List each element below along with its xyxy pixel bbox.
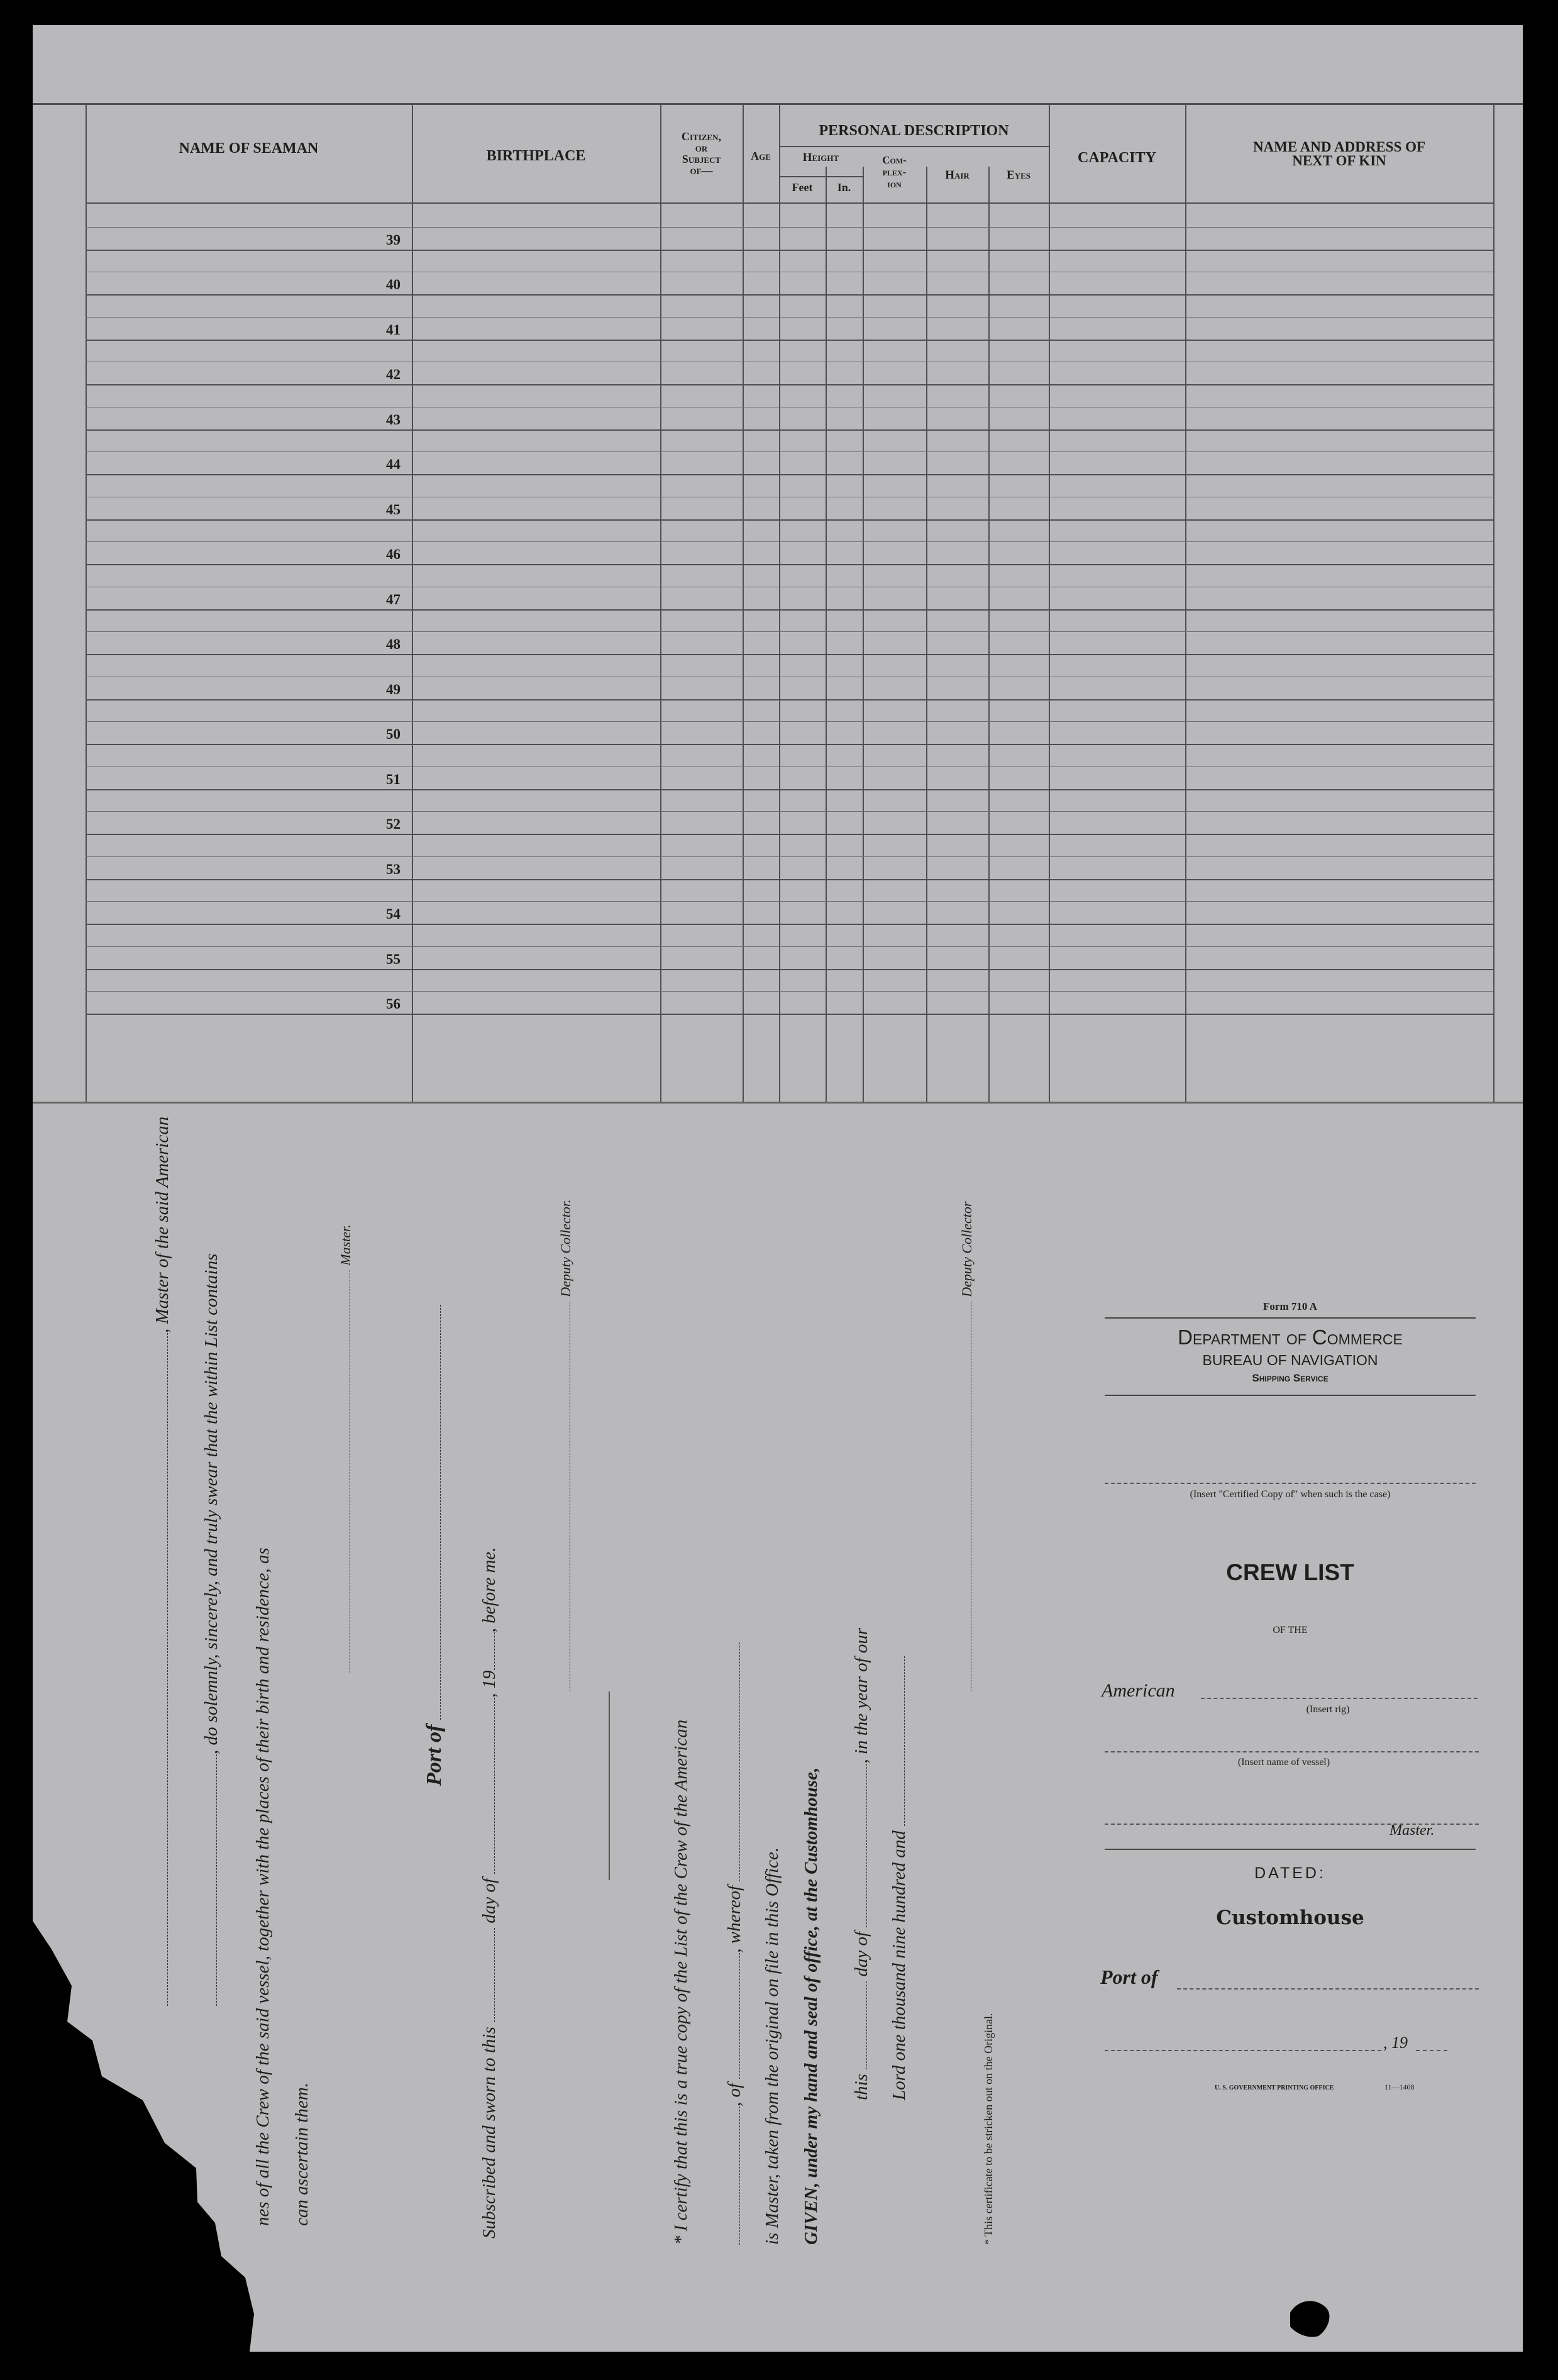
oath-line-3: nes of all the Crew of the said vessel, together with the places of their birth and residence, as (253, 1547, 273, 2226)
header-personal-description: PERSONAL DESCRIPTION (819, 123, 1009, 139)
oath-line-4: can ascertain them. (292, 2083, 312, 2226)
oath-line-1: , Master of the said American (152, 1117, 173, 2006)
cover-port-label: Port of (1100, 1966, 1158, 1988)
crew-list-title: CREW LIST (1226, 1559, 1354, 1585)
certificate-line-2: , of , whereof (724, 1642, 745, 2245)
row-number: 48 (386, 636, 401, 652)
american-label: American (1102, 1680, 1175, 1701)
header-feet: Feet (792, 181, 813, 194)
header-capacity: CAPACITY (1078, 150, 1156, 166)
certificate-line-6: Lord one thousand nine hundred and (889, 1656, 910, 2100)
row-number: 46 (386, 546, 401, 562)
row-number: 43 (386, 412, 401, 428)
row-number: 56 (386, 996, 401, 1012)
row-number: 49 (386, 682, 401, 697)
header-next-of-kin: NAME AND ADDRESS OF NEXT OF KIN (1252, 139, 1426, 169)
oath-subscribed: Subscribed and sworn to this day of , 19, before me. (479, 1547, 499, 2239)
department-title: Department of Commerce (1178, 1326, 1403, 1349)
customhouse-label: Customhouse (1216, 1907, 1364, 1929)
row-number: 52 (386, 816, 401, 832)
row-number: 47 (386, 592, 401, 607)
header-citizen: Citizen, or Subject of— (681, 130, 722, 177)
row-number: 45 (386, 502, 401, 518)
row-number: 51 (386, 772, 401, 787)
oath-line-2: , do solemnly, sincerely, and truly swear that the within List contains (201, 1254, 222, 2006)
row-number: 54 (386, 906, 401, 922)
torn-edge (33, 25, 1523, 2352)
header-hair: Hair (945, 169, 970, 182)
dated-label: DATED: (1254, 1864, 1326, 1882)
oath-port: Port of (423, 1305, 446, 1786)
row-number: 55 (386, 951, 401, 967)
row-number: 39 (386, 232, 401, 248)
row-number: 44 (386, 457, 401, 472)
certificate-line-5: this day of , in the year of our (851, 1627, 871, 2100)
printer-code: 11—1408 (1384, 2083, 1415, 2091)
bureau-title: BUREAU OF NAVIGATION (1202, 1352, 1378, 1368)
oath-master-line: Master. (334, 1224, 355, 1673)
certificate-footnote: * This certificate to be stricken out on the Original. (982, 2013, 995, 2245)
header-name-of-seaman: NAME OF SEAMAN (179, 140, 319, 157)
certificate-line-1: * I certify that this is a true copy of the List of the Crew of the American (671, 1719, 691, 2245)
header-complexion: Com- plex- ion (882, 154, 907, 190)
row-number: 42 (386, 367, 401, 382)
header-eyes: Eyes (1007, 169, 1030, 182)
printer-line: U. S. GOVERNMENT PRINTING OFFICE (1215, 2084, 1334, 2091)
certificate-deputy: Deputy Collector (956, 1202, 976, 1691)
year-label: , 19 (1383, 2034, 1408, 2052)
row-number: 41 (386, 322, 401, 338)
header-height: Height (802, 151, 839, 164)
document-page (33, 25, 1523, 2352)
form-number: Form 710 A (1263, 1300, 1317, 1312)
certificate-line-4: GIVEN, under my hand and seal of office, at the Customhouse, (801, 1767, 821, 2245)
row-number: 50 (386, 726, 401, 742)
header-birthplace: BIRTHPLACE (486, 148, 586, 164)
header-inches: In. (837, 181, 851, 194)
insert-rig-note: (Insert rig) (1306, 1704, 1350, 1715)
of-the: OF THE (1273, 1625, 1308, 1636)
shipping-service: Shipping Service (1252, 1372, 1329, 1384)
oath-deputy: Deputy Collector. (555, 1200, 575, 1691)
cover-master-label: Master. (1389, 1822, 1435, 1839)
insert-vessel-note: (Insert name of vessel) (1237, 1757, 1330, 1768)
row-number: 53 (386, 861, 401, 877)
certificate-line-3: is Master, taken from the original on file in this Office. (762, 1847, 782, 2245)
row-number: 40 (386, 277, 401, 292)
insert-certified-note: (Insert "Certified Copy of" when such is the case) (1190, 1489, 1391, 1500)
header-age: Age (751, 150, 771, 162)
